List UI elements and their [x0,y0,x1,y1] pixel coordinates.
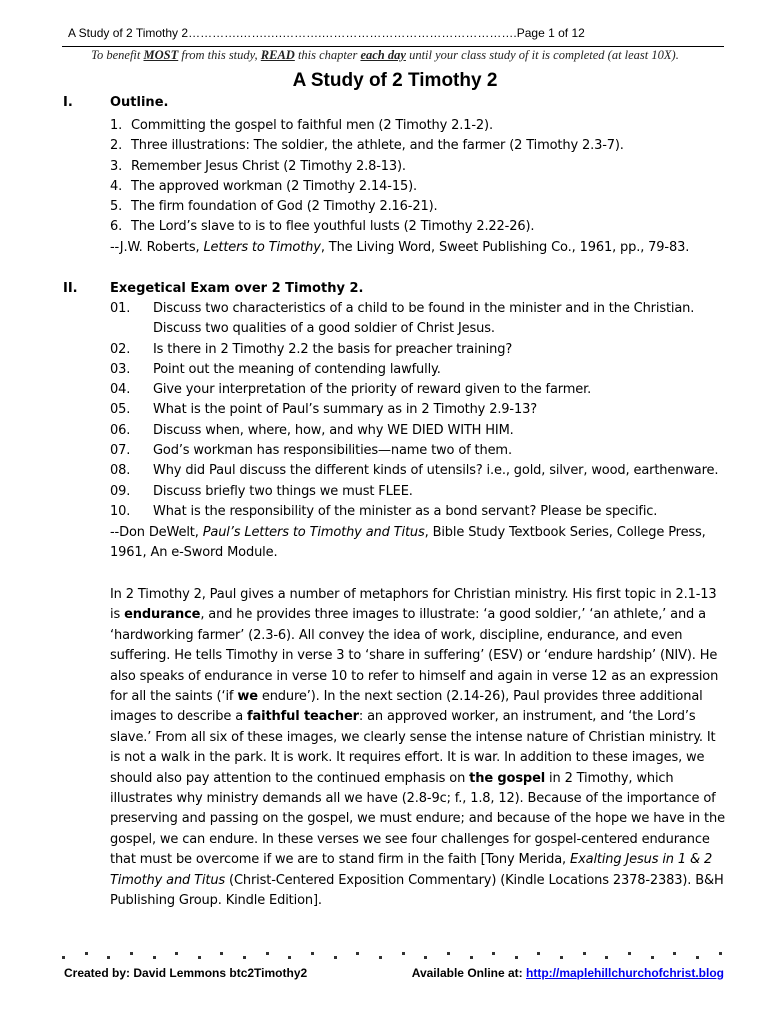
outline-item [110,197,730,217]
rule-dot [515,956,518,959]
outline-item-number: 6. [110,219,123,235]
outline-item-number: 5. [110,199,123,215]
exam-question-text: Why did Paul discuss the different kinds of utensils? i.e., gold, silver, wood, earthenware. [153,463,719,479]
outline-item [110,136,730,156]
rule-dot [447,952,450,955]
exam-question-number: 06. [110,422,131,438]
commentary-paragraph: In 2 Timothy 2, Paul gives a number of metaphors for Christian ministry. His first topic in 2.1-13 is endurance, and he provides three images to illustrate: ‘a good soldier,’ ‘an athlete,’ and a ‘hardworking farmer’ (2.3-6). All convey the idea of work, discipline, endurance, and even suffering. He tells Timothy in verse 3 to ‘share in suffering’ (ESV) or ‘endure hardship’ (NIV). He also speaks of endurance in verse 10 to refer to himself and again in verse 12 as an expression for all the saints (‘if we endure’). In the next section (2.14-26), Paul provides three additional images to describe a faithful teacher: an approved worker, an instrument, and ‘the Lord’s slave.’ From all six of these images, we clearly sense the intense nature of Christian ministry. It is not a walk in the park. It is work. It requires effort. It is war. In addition to these images, we should also pay attention to the continued emphasis on the gospel in 2 Timothy, which illustrates why ministry demands all we have (2.8-9c; f., 1.8, 12). Because of the importance of preserving and passing on the gospel, we must endure; and because of the hope we have in the gospel, we can endure. In these verses we see four challenges for gospel-centered endurance that must be overcome if we are to stand firm in the faith [Tony Merida, Exalting Jesus in 1 & 2 Timothy and Titus (Christ-Centered Exposition Commentary) (Kindle Locations 2378-2383). B&H Publishing Group. Kindle Edition]. [110,587,725,909]
rule-dot [288,956,291,959]
exam-question-number: 03. [110,361,131,377]
rule-dot [85,952,88,955]
outline-item [110,217,730,237]
exam-question-number: 07. [110,443,131,459]
rule-dot [470,956,473,959]
outline-item-number: 2. [110,138,123,154]
rule-dot [62,956,65,959]
exam-question [110,360,730,380]
exam-question-text: God’s workman has responsibilities—name two of them. [153,443,512,459]
rule-dot [719,952,722,955]
rule-dot [107,956,110,959]
rule-dot [492,952,495,955]
rule-dot [583,952,586,955]
outline-item-number: 3. [110,158,123,174]
outline-item-text: The approved workman (2 Timothy 2.14-15). [131,178,417,194]
exam-citation: --Don DeWelt, Paul’s Letters to Timothy and Titus, Bible Study Textbook Series, College Press, 1961, An e-Sword Module. [110,525,706,561]
exam-question [110,400,730,420]
outline-item-text: Remember Jesus Christ (2 Timothy 2.8-13). [131,158,406,174]
footer-author: Created by: David Lemmons btc2Timothy2 [64,966,308,980]
exam-question-text: Point out the meaning of contending lawfully. [153,361,441,377]
rule-dot [243,956,246,959]
exam-question-text: What is the point of Paul’s summary as in 2 Timothy 2.9-13? [153,402,537,418]
outline-item [110,157,730,177]
exam-question [110,502,730,522]
rule-dot [175,952,178,955]
website-link[interactable]: http://maplehillchurchofchrist.blog [526,966,724,980]
exam-question-number: 10. [110,503,131,519]
outline-item-text: The Lord’s slave to is to flee youthful lusts (2 Timothy 2.22-26). [131,219,535,235]
section-number-exam: II. [63,281,78,296]
rule-dot [402,952,405,955]
section-heading-exam: Exegetical Exam over 2 Timothy 2. [110,281,364,296]
exam-question-number: 04. [110,382,131,398]
section-number-outline: I. [63,95,73,110]
outline-item-text: The firm foundation of God (2 Timothy 2.16-21). [131,199,438,215]
exam-question [110,461,730,481]
rule-dot [220,952,223,955]
rule-dot [356,952,359,955]
exam-question-text: Discuss briefly two things we must FLEE. [153,483,413,499]
outline-item [110,177,730,197]
study-instruction: To benefit MOST from this study, READ this chapter each day until your class study of it is completed (at least 10X). [91,48,679,62]
header-title: A Study of 2 Timothy 2………….…….….……….………………………………………….Page 1 of 12 [68,26,585,40]
rule-dot [560,956,563,959]
outline-list [110,116,730,258]
rule-dot [537,952,540,955]
rule-dot [424,956,427,959]
rule-dot [696,956,699,959]
exam-question-number: 02. [110,341,131,357]
outline-item [110,116,730,136]
outline-item-number: 4. [110,178,123,194]
footer-online: Available Online at: http://maplehillchurchofchrist.blog [411,966,724,980]
exam-question-number: 01. [110,301,131,316]
exam-question-number: 05. [110,402,131,418]
exam-question-text: Give your interpretation of the priority of reward given to the farmer. [153,382,592,398]
page-title: A Study of 2 Timothy 2 [292,70,498,91]
exam-question [110,380,730,400]
outline-item-text: Three illustrations: The soldier, the athlete, and the farmer (2 Timothy 2.3-7). [131,138,624,154]
outline-citation: --J.W. Roberts, Letters to Timothy, The Living Word, Sweet Publishing Co., 1961, pp., 79-83. [110,239,690,255]
footer-dotted-rule [62,952,722,962]
exam-question-text: Discuss when, where, how, and why WE DIED WITH HIM. [153,422,514,438]
exam-question [110,441,730,461]
exam-question-text: Is there in 2 Timothy 2.2 the basis for preacher training? [153,341,513,357]
exam-question-text: Discuss two characteristics of a child to be found in the minister and in the Christian. Discuss two qualities of a good soldier of Christ Jesus. [153,301,695,337]
exam-question [110,482,730,502]
rule-dot [651,956,654,959]
section-heading-outline: Outline. [110,95,169,110]
rule-dot [198,956,201,959]
exam-question-text: What is the responsibility of the minister as a bond servant? Please be specific. [153,503,658,519]
exam-question-number: 09. [110,483,131,499]
rule-dot [266,952,269,955]
rule-dot [628,952,631,955]
page-header [62,26,724,47]
page-footer [64,966,724,982]
rule-dot [130,952,133,955]
rule-dot [334,956,337,959]
outline-item-text: Committing the gospel to faithful men (2 Timothy 2.1-2). [131,118,493,133]
exam-question [110,299,730,340]
exam-question [110,340,730,360]
exam-question-number: 08. [110,463,131,479]
rule-dot [311,952,314,955]
exam-list [110,299,730,522]
exam-question [110,421,730,441]
outline-item-number: 1. [110,118,123,133]
rule-dot [379,956,382,959]
rule-dot [673,952,676,955]
rule-dot [605,956,608,959]
rule-dot [153,956,156,959]
